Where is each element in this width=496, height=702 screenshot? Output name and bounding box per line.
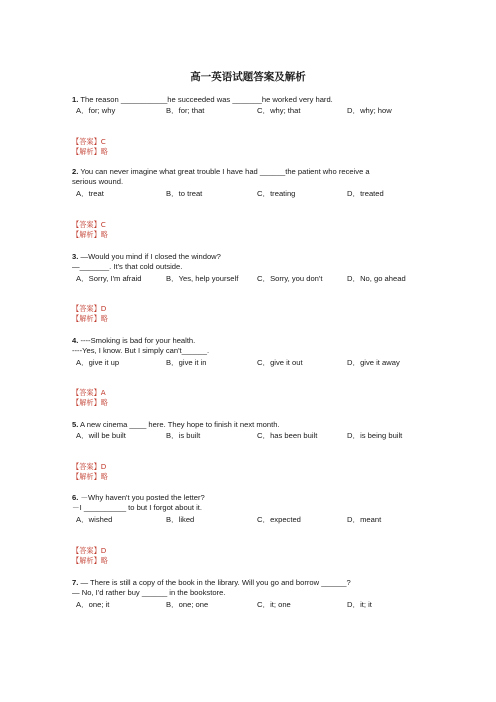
- stem-line: －I __________ to but I forgot about it.: [72, 503, 203, 513]
- option-c: C．Sorry, you don't: [257, 273, 323, 283]
- answer-block-4: [72, 388, 108, 408]
- answer-block-6: [72, 546, 108, 566]
- options-row: [72, 358, 432, 370]
- question-stem: [72, 420, 432, 430]
- option-a: A．will be built: [76, 431, 126, 441]
- analysis-line: 【解析】略: [72, 556, 108, 566]
- question-6: [72, 493, 432, 527]
- option-c: C．treating: [257, 188, 296, 198]
- option-b: B．for; that: [166, 106, 205, 116]
- question-number: 2.: [72, 167, 79, 176]
- analysis-line: 【解析】略: [72, 147, 108, 157]
- option-c: C．why; that: [257, 106, 301, 116]
- options-row: [72, 106, 432, 118]
- option-c: C．has been built: [257, 431, 318, 441]
- option-b: B．is built: [166, 431, 201, 441]
- analysis-line: 【解析】略: [72, 314, 108, 324]
- analysis-line: 【解析】略: [72, 398, 108, 408]
- answer-line: 【答案】D: [72, 304, 107, 313]
- option-d: D．treated: [347, 188, 384, 198]
- stem-line: — There is still a copy of the book in the library. Will you go and borrow ______?: [80, 578, 351, 587]
- option-a: A．Sorry, I'm afraid: [76, 273, 142, 283]
- question-2: [72, 167, 432, 201]
- stem-line: ----Smoking is bad for your health.: [80, 336, 196, 345]
- option-b: B．one; one: [166, 599, 209, 609]
- analysis-line: 【解析】略: [72, 472, 108, 482]
- answer-block-3: [72, 304, 108, 324]
- question-number: 7.: [72, 578, 79, 587]
- answer-block-5: [72, 462, 108, 482]
- option-a: A．one; it: [76, 599, 110, 609]
- options-row: [72, 431, 432, 443]
- question-number: 1.: [72, 95, 79, 104]
- answer-line: 【答案】A: [72, 388, 106, 397]
- option-b: B．give it in: [166, 357, 207, 367]
- option-d: D．why; how: [347, 106, 392, 116]
- option-b: B．liked: [166, 514, 195, 524]
- stem-line: —_______. It's that cold outside.: [72, 262, 183, 272]
- options-row: [72, 274, 432, 286]
- answer-line: 【答案】D: [72, 462, 107, 471]
- stem-line: —Would you mind if I closed the window?: [80, 252, 221, 261]
- stem-line: You can never imagine what great trouble I have had ______the patient who receive a: [80, 167, 370, 176]
- question-stem: [72, 167, 432, 177]
- analysis-line: 【解析】略: [72, 230, 108, 240]
- option-c: C．it; one: [257, 599, 291, 609]
- question-7: [72, 578, 432, 612]
- question-stem: [72, 95, 432, 105]
- question-number: 4.: [72, 336, 79, 345]
- stem-line: A new cinema ____ here. They hope to finish it next month.: [80, 420, 280, 429]
- question-1: [72, 95, 432, 118]
- stem-line: ----Yes, I know. But I simply can't______.: [72, 346, 210, 356]
- options-row: [72, 600, 432, 612]
- question-stem: [72, 252, 432, 262]
- stem-line: －Why haven't you posted the letter?: [80, 493, 205, 502]
- option-d: D．No, go ahead: [347, 273, 406, 283]
- option-c: C．give it out: [257, 357, 303, 367]
- answer-block-2: [72, 220, 108, 240]
- question-5: [72, 420, 432, 443]
- options-row: [72, 515, 432, 527]
- question-3: [72, 252, 432, 286]
- question-number: 6.: [72, 493, 79, 502]
- page-title: 高一英语试题答案及解析: [190, 71, 306, 83]
- option-d: D．give it away: [347, 357, 400, 367]
- option-a: A．give it up: [76, 357, 120, 367]
- stem-line: The reason ___________he succeeded was _______he worked very hard.: [80, 95, 333, 104]
- answer-line: 【答案】C: [72, 220, 106, 229]
- option-b: B．to treat: [166, 188, 203, 198]
- option-a: A．treat: [76, 188, 104, 198]
- question-stem: [72, 578, 432, 588]
- option-d: D．is being built: [347, 431, 403, 441]
- option-d: D．meant: [347, 514, 382, 524]
- option-b: B．Yes, help yourself: [166, 273, 239, 283]
- stem-line: — No, I'd rather buy ______ in the bookstore.: [72, 588, 226, 598]
- answer-line: 【答案】D: [72, 546, 107, 555]
- question-stem: [72, 336, 432, 346]
- question-4: [72, 336, 432, 370]
- answer-block-1: [72, 137, 108, 157]
- option-a: A．wished: [76, 514, 113, 524]
- question-number: 3.: [72, 252, 79, 261]
- options-row: [72, 189, 432, 201]
- question-stem: [72, 493, 432, 503]
- stem-line: serious wound.: [72, 177, 124, 187]
- option-c: C．expected: [257, 514, 301, 524]
- question-number: 5.: [72, 420, 79, 429]
- answer-line: 【答案】C: [72, 137, 106, 146]
- option-a: A．for; why: [76, 106, 116, 116]
- option-d: D．it; it: [347, 599, 372, 609]
